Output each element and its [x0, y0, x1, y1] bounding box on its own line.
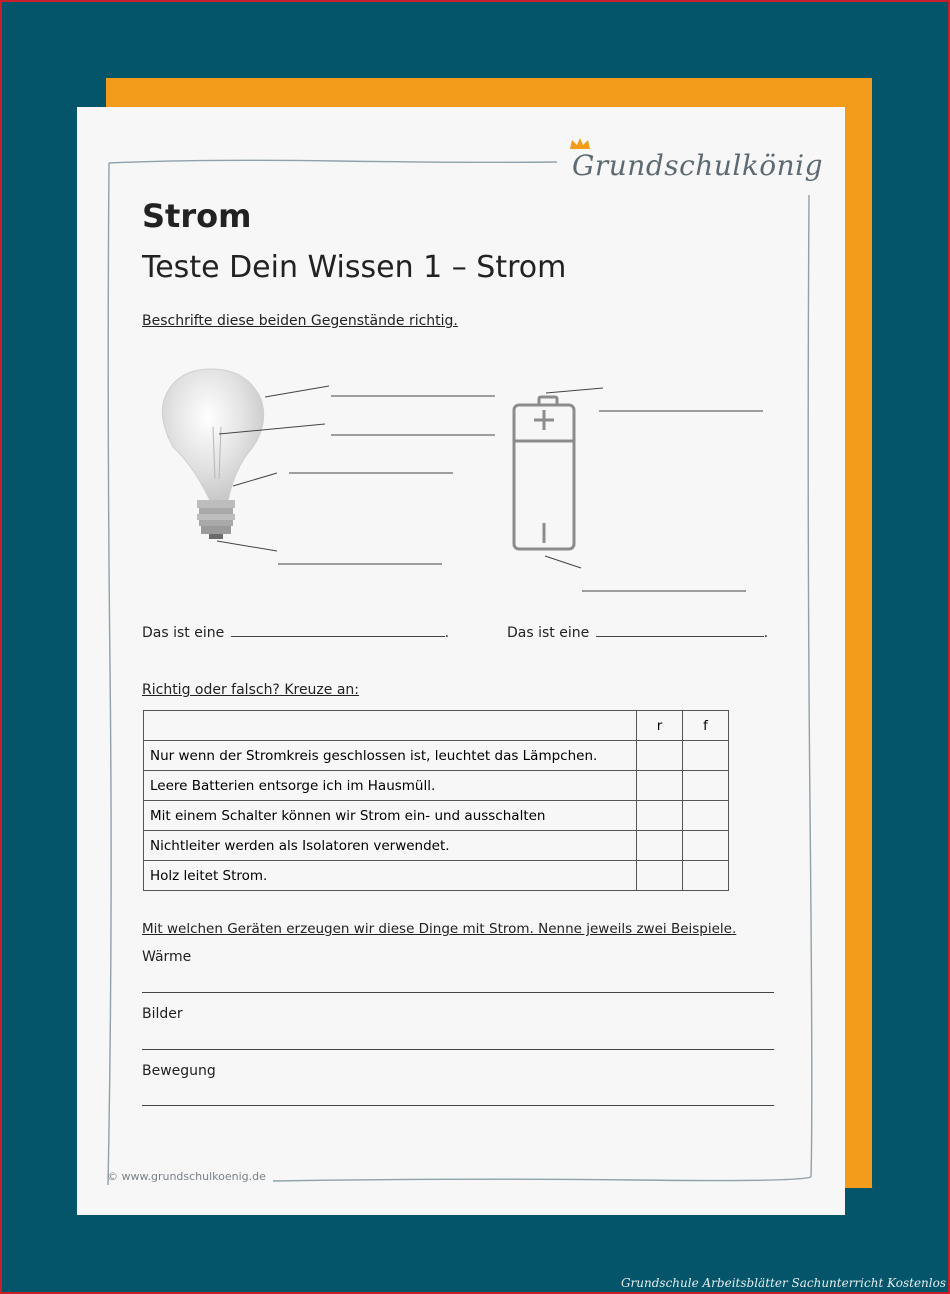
label-waerme: Wärme: [142, 949, 192, 965]
table-row: [144, 861, 729, 891]
labeling-instruction: Beschrifte diese beiden Gegenstände richtig.: [142, 313, 458, 329]
checkbox-r[interactable]: [637, 861, 683, 891]
checkbox-r[interactable]: [637, 801, 683, 831]
statement-text: Mit einem Schalter können wir Strom ein- und ausschalten: [144, 801, 637, 831]
table-row: [144, 771, 729, 801]
devices-instruction: Mit welchen Geräten erzeugen wir diese Dinge mit Strom. Nenne jeweils zwei Beispiele.: [142, 921, 737, 937]
column-header-r: r: [637, 711, 683, 741]
checkbox-f[interactable]: [683, 861, 729, 891]
statement-text: Nichtleiter werden als Isolatoren verwendet.: [144, 831, 637, 861]
bulb-answer-period: .: [444, 625, 450, 641]
true-false-instruction: Richtig oder falsch? Kreuze an:: [142, 682, 360, 698]
statement-text: Nur wenn der Stromkreis geschlossen ist, leuchtet das Lämpchen.: [144, 741, 637, 771]
table-row: [144, 741, 729, 771]
checkbox-r[interactable]: [637, 771, 683, 801]
statement-text: Leere Batterien entsorge ich im Hausmüll.: [144, 771, 637, 801]
table-header-row: [144, 711, 729, 741]
brand-logo: Grundschulkönig: [572, 149, 824, 182]
battery-answer-period: .: [763, 625, 769, 641]
light-bulb-icon: [162, 369, 263, 539]
label-bilder: Bilder: [142, 1006, 183, 1022]
answer-line-bilder[interactable]: [142, 1049, 774, 1050]
checkbox-r[interactable]: [637, 831, 683, 861]
checkbox-f[interactable]: [683, 771, 729, 801]
page-title: Strom: [142, 197, 252, 235]
battery-icon: [514, 397, 574, 549]
checkbox-r[interactable]: [637, 741, 683, 771]
table-row: [144, 831, 729, 861]
label-bewegung: Bewegung: [142, 1063, 216, 1079]
table-row: [144, 801, 729, 831]
footer-copyright: © www.grundschulkoenig.de: [107, 1170, 266, 1183]
worksheet-page: [77, 107, 845, 1215]
battery-answer-row: [507, 625, 768, 641]
bulb-answer-row: [142, 625, 449, 641]
checkbox-f[interactable]: [683, 831, 729, 861]
answer-line-bewegung[interactable]: [142, 1105, 774, 1106]
checkbox-f[interactable]: [683, 801, 729, 831]
image-caption: Grundschule Arbeitsblätter Sachunterricht Kostenlos: [620, 1276, 946, 1290]
battery-answer-field[interactable]: [596, 636, 764, 637]
answer-line-waerme[interactable]: [142, 992, 774, 993]
statement-text: Holz leitet Strom.: [144, 861, 637, 891]
checkbox-f[interactable]: [683, 741, 729, 771]
battery-answer-prefix: Das ist eine: [507, 625, 590, 641]
page-subtitle: Teste Dein Wissen 1 – Strom: [142, 250, 567, 285]
column-header-f: f: [683, 711, 729, 741]
true-false-table: [143, 710, 729, 891]
illustrations: [77, 107, 845, 607]
battery-label-lines: [545, 388, 763, 591]
bulb-answer-field[interactable]: [231, 636, 445, 637]
bulb-answer-prefix: Das ist eine: [142, 625, 225, 641]
